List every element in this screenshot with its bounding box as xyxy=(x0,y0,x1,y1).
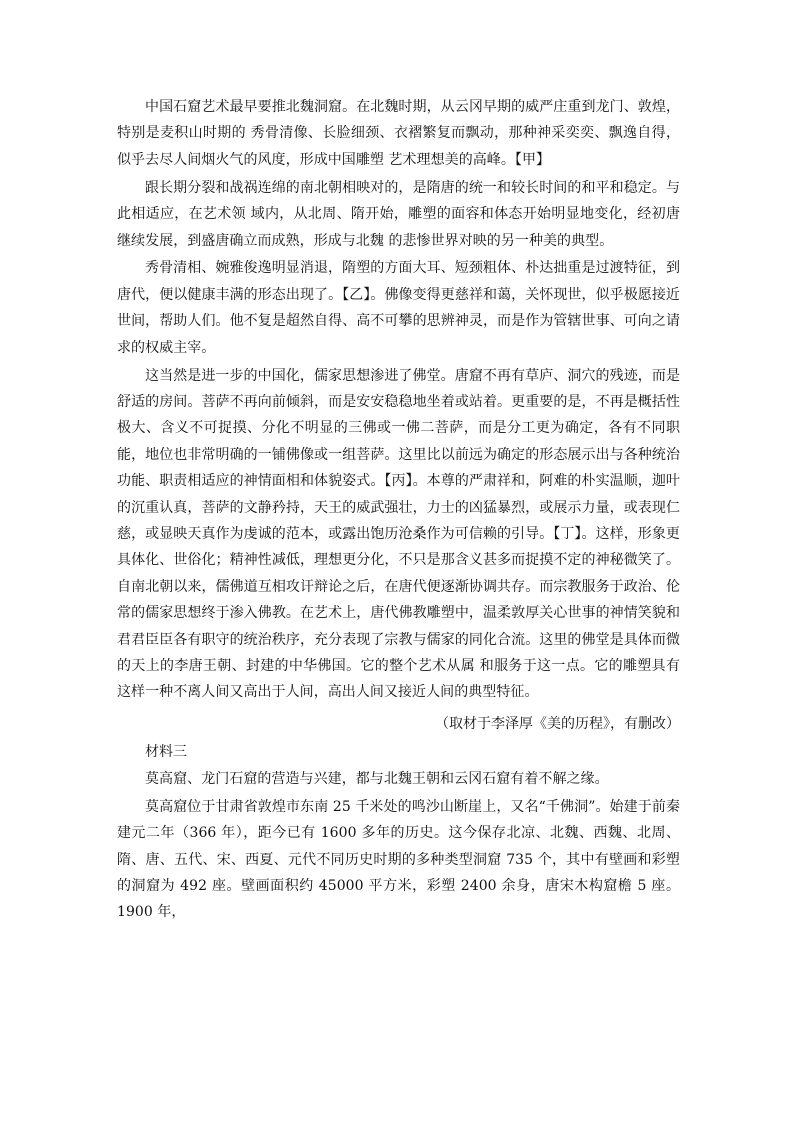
section-heading-material-3: 材料三 xyxy=(145,743,187,760)
paragraph-northern-wei: 中国石窟艺术最早要推北魏洞窟。在北魏时期，从云冈早期的威严庄重到龙门、敦煌，特别是麦积山时期的 秀骨清像、长脸细颈、衣褶繁复而飘动，那种神采奕奕、飘逸自得，似乎去尽人间烟火气的风度，形成中国雕塑 艺术理想美的高峰。【甲】 xyxy=(117,99,680,168)
paragraph-sinicization: 这当然是进一步的中国化，儒家思想渗进了佛堂。唐窟不再有草庐、洞穴的残迹，而是舒适的房间。菩萨不再向前倾斜，而是安安稳稳地坐着或站着。更重要的是，不再是概括性极大、含义不可捉摸、分化不明显的三佛或一佛二菩萨，而是分工更为确定，各有不同职能，地位也非常明确的一铺佛像或一组菩萨。这里比以前远为确定的形态展示出与各种统治功能、职责相适应的神情面相和体貌姿式。【丙】。本尊的严肃祥和，阿难的朴实温顺，迦叶的沉重认真，菩萨的文静矜持，天王的威武强壮，力士的凶猛暴烈，或展示力量，或表现仁慈，或显映天真作为虔诚的范本，或露出饱历沧桑作为可信赖的引导。【丁】。这样，形象更具体化、世俗化；精神性减低，理想更分化，不只是那含义甚多而捉摸不定的神秘微笑了。自南北朝以来，儒佛道互相攻讦辩论之后，在唐代便逐渐协调共存。而宗教服务于政治、伦常的儒家思想终于渗入佛教。在艺术上，唐代佛教雕塑中，温柔敦厚关心世事的神情笑貌和君君臣臣各有职守的统治秩序，充分表现了宗教与儒家的同化合流。这里的佛堂是具体而微的天上的李唐王朝、封建的中华佛国。它的整个艺术从属 和服务于这一点。它的雕塑具有这样一种不离人间又高出于人间，高出人间又接近人间的典型特征。 xyxy=(117,367,680,701)
paragraph-mogao-details: 莫高窟位于甘肃省敦煌市东南 25 千米处的鸣沙山断崖上，又名“千佛洞”。始建于前秦建元二年（366 年），距今已有 1600 多年的历史。这今保存北凉、北魏、西魏、北周、隋、唐、五代、宋、西夏、元代不同历史时期的多种类型洞窟 735 个，其中有壁画和彩塑的洞窟为 492 座。壁画面积约 45000 平方米，彩塑 2400 余身，唐宋木构窟檐 5 座。1900 年， xyxy=(117,798,680,921)
paragraph-mogao-intro: 莫高窟、龙门石窟的营造与兴建，都与北魏王朝和云冈石窟有着不解之缘。 xyxy=(145,770,609,787)
document-page xyxy=(117,94,680,926)
paragraph-tang-buddha: 秀骨清相、婉雅俊逸明显消退，隋塑的方面大耳、短颈粗体、朴达拙重是过渡特征，到唐代，便以健康丰满的形态出现了。【乙】。佛像变得更慈祥和蔼，关怀现世，似乎极愿接近世间，帮助人们。他不复是超然自得、高不可攀的思辨神灵，而是作为管辖世事、可向之请求的权威主宰。 xyxy=(117,260,680,356)
source-citation: （取材于李泽厚《美的历程》，有删改） xyxy=(435,715,680,732)
paragraph-sui-tang: 跟长期分裂和战祸连绵的南北朝相映对的，是隋唐的统一和较长时间的和平和稳定。与此相适应，在艺术领 域内，从北周、隋开始，雕塑的面容和体态开始明显地变化，经初唐继续发展，到盛唐确立而成熟，形成与北魏 的悲惨世界对映的另一种美的典型。 xyxy=(117,179,680,249)
